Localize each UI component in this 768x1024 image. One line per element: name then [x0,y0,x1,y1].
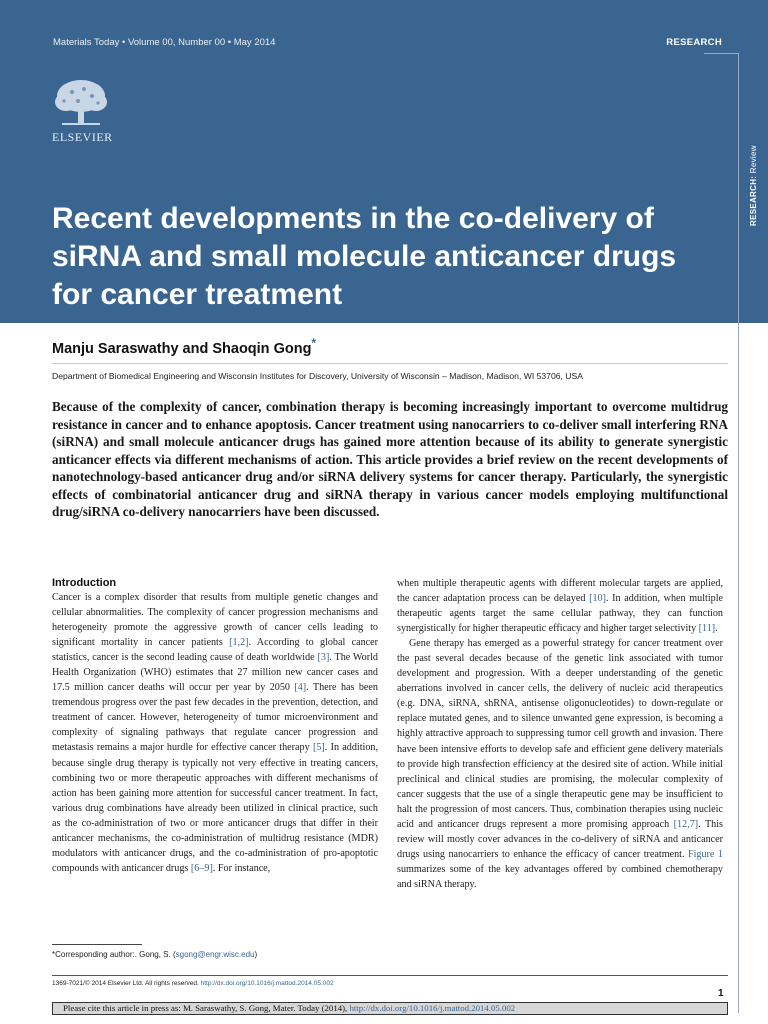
citation-link[interactable]: [5] [312,742,325,754]
citation-link[interactable]: [10] [589,593,606,605]
body-text: Gene therapy has emerged as a powerful strategy for cancer treatment over the past several decades because of the genetic link associated with tumor development and progression. With a deeper understanding of the genetic aberrations involved in cancer cells, the delivery of nucleic acid therapeutics (e.g. DNA, siRNA, shRNA, antisense oligonucleotides) to down-regulate or replace mutated genes, and to silence unwanted gene expression, is becoming a highly attractive approach to suppressing tumor cell growth and invasion. There have been intensive efforts to develop safe and efficient gene delivery materials to provide high transfection efficiency at the desired site of action. While initial preclinical and clinical studies are promising, the molecular complexity of cancer suggests that the use of a single therapeutic gene may be insufficient to halt the progression of most cancers. Thus, combination therapies using nucleic acid and anticancer drugs represent a more promising approach [397,638,723,830]
footer-divider [52,975,728,976]
citation-link[interactable]: [4] [294,682,307,694]
section-tag: RESEARCH [666,37,722,48]
article-title: Recent developments in the co-delivery of siRNA and small molecule anticancer drugs for cancer treatment [52,202,677,311]
intro-paragraph [52,590,378,876]
author-list [52,336,316,357]
section-heading-introduction: Introduction [52,577,117,589]
footnote-close: ) [254,950,258,959]
gene-therapy-paragraph [397,636,723,892]
cite-text: Please cite this article in press as: M. Saraswathy, S. Gong, Mater. Today (2014), [63,1003,350,1013]
affiliation-divider [52,363,728,364]
citation-link[interactable]: [11] [698,623,716,635]
footnote-divider [52,944,142,945]
body-text: . There has been tremendous progress over the past few decades in the prevention, detection, and treatment of cancer. However, heterogeneity of tumor microenvironment and complexity of signaling pathways that regulate cancer progression and metastasis remains a major hurdle for effective cancer therapy [52,682,378,754]
journal-line: Materials Today • Volume 00, Number 00 • May 2014 [53,37,276,48]
right-column [397,576,723,892]
body-text: . According to global cancer statistics, cancer is the second leading cause of death worldwide [52,637,378,664]
doi-link[interactable]: http://dx.doi.org/10.1016/j.mattod.2014.05.002 [200,980,334,987]
author-names: Manju Saraswathy and Shaoqin Gong [52,340,312,357]
body-text: . [715,623,718,635]
body-text: when multiple therapeutic agents with different molecular targets are applied, the cancer adaptation process can be delayed [397,578,723,605]
cite-doi-link[interactable]: http://dx.doi.org/10.1016/j.mattod.2014.05.002 [349,1003,516,1013]
copyright-text: 1369-7021/© 2014 Elsevier Ltd. All rights reserved. [52,980,201,987]
page-number: 1 [718,988,724,999]
corresponding-author-footnote [52,950,257,959]
side-label-rest: Review [749,145,758,174]
copyright-line [52,980,334,987]
side-rule [738,53,739,1013]
body-text: . In addition, when multiple therapeutic agents target the same cellular pathway, they can function synergistically for higher therapeutic efficacy and higher target selectivity [397,593,724,635]
publisher-logo-text: ELSEVIER [52,130,113,144]
footnote-label: *Corresponding author:. Gong, S. ( [52,950,176,959]
affiliation: Department of Biomedical Engineering and Wisconsin Institutes for Discovery, University of Wisconsin – Madison, Madison, WI 53706, USA [52,371,583,381]
body-text: . This review will mostly cover advances in the co-delivery of siRNA and anticancer drugs using nanocarriers to enhance the efficacy of cancer treatment. [397,818,723,860]
body-text: summarizes some of the key advantages offered by combined chemotherapy and siRNA therapy. [397,863,723,890]
paragraph-continued [397,576,723,636]
body-text: Cancer is a complex disorder that results from multiple genetic changes and cellular abnormalities. The complexity of cancer progression mechanisms and heterogeneity promote the aggressive growth of cancer cells leading to significant mortality in cancer patients [52,592,378,649]
citation-notice [52,1002,728,1015]
left-column [52,576,378,876]
citation-link[interactable]: [3] [317,652,330,664]
body-text: . In addition, because single drug therapy is typically not very effective in treating cancers, combining two or more therapeutic approaches with different mechanisms of action has been gaining more attention for successful cancer treatment. In fact, various drug combinations have already been utilized in clinical practice, such as the co-administration of two or more anticancer drugs that differ in their anticancer mechanisms, the co-administration of multidrug resistance (MDR) modulators with anticancer drugs, and the co-administration of pro-apoptotic compounds with anticancer drugs [52,742,378,874]
citation-link[interactable]: [12,7] [673,818,699,830]
side-rule-top [704,53,739,54]
tree-trunk [78,106,84,124]
body-text: . The World Health Organization (WHO) estimates that 27 million new cancer cases and 17.5 million cancer deaths will occur per year by 2050 [52,652,378,694]
author-email-link[interactable]: sgong@engr.wisc.edu [175,950,255,959]
abstract: Because of the complexity of cancer, combination therapy is becoming increasingly important to overcome multidrug resistance in cancer and to enhance apoptosis. Cancer treatment using nanocarriers to co-deliver small interfering RNA (siRNA) and small molecule anticancer drugs has gained more attention because of its ability to generate synergistic anticancer effects via different mechanisms of action. This article provides a brief review on the recent developments of nanotechnology-based anticancer drug and/or siRNA delivery systems for cancer therapy. Particularly, the synergistic effects of combinatorial anticancer drug and siRNA therapy in various cancer models employing multifunctional drug/siRNA co-delivery nanocarriers have been discussed. [52,399,728,519]
citation-link[interactable]: [1,2] [229,637,249,649]
side-label-bold: RESEARCH: [749,175,758,226]
corresponding-author-mark[interactable]: * [311,336,317,350]
side-section-label [749,145,758,226]
figure-link[interactable]: Figure 1 [687,848,723,860]
citation-link[interactable]: [6–9] [190,862,213,874]
body-text: . For instance, [212,862,271,874]
